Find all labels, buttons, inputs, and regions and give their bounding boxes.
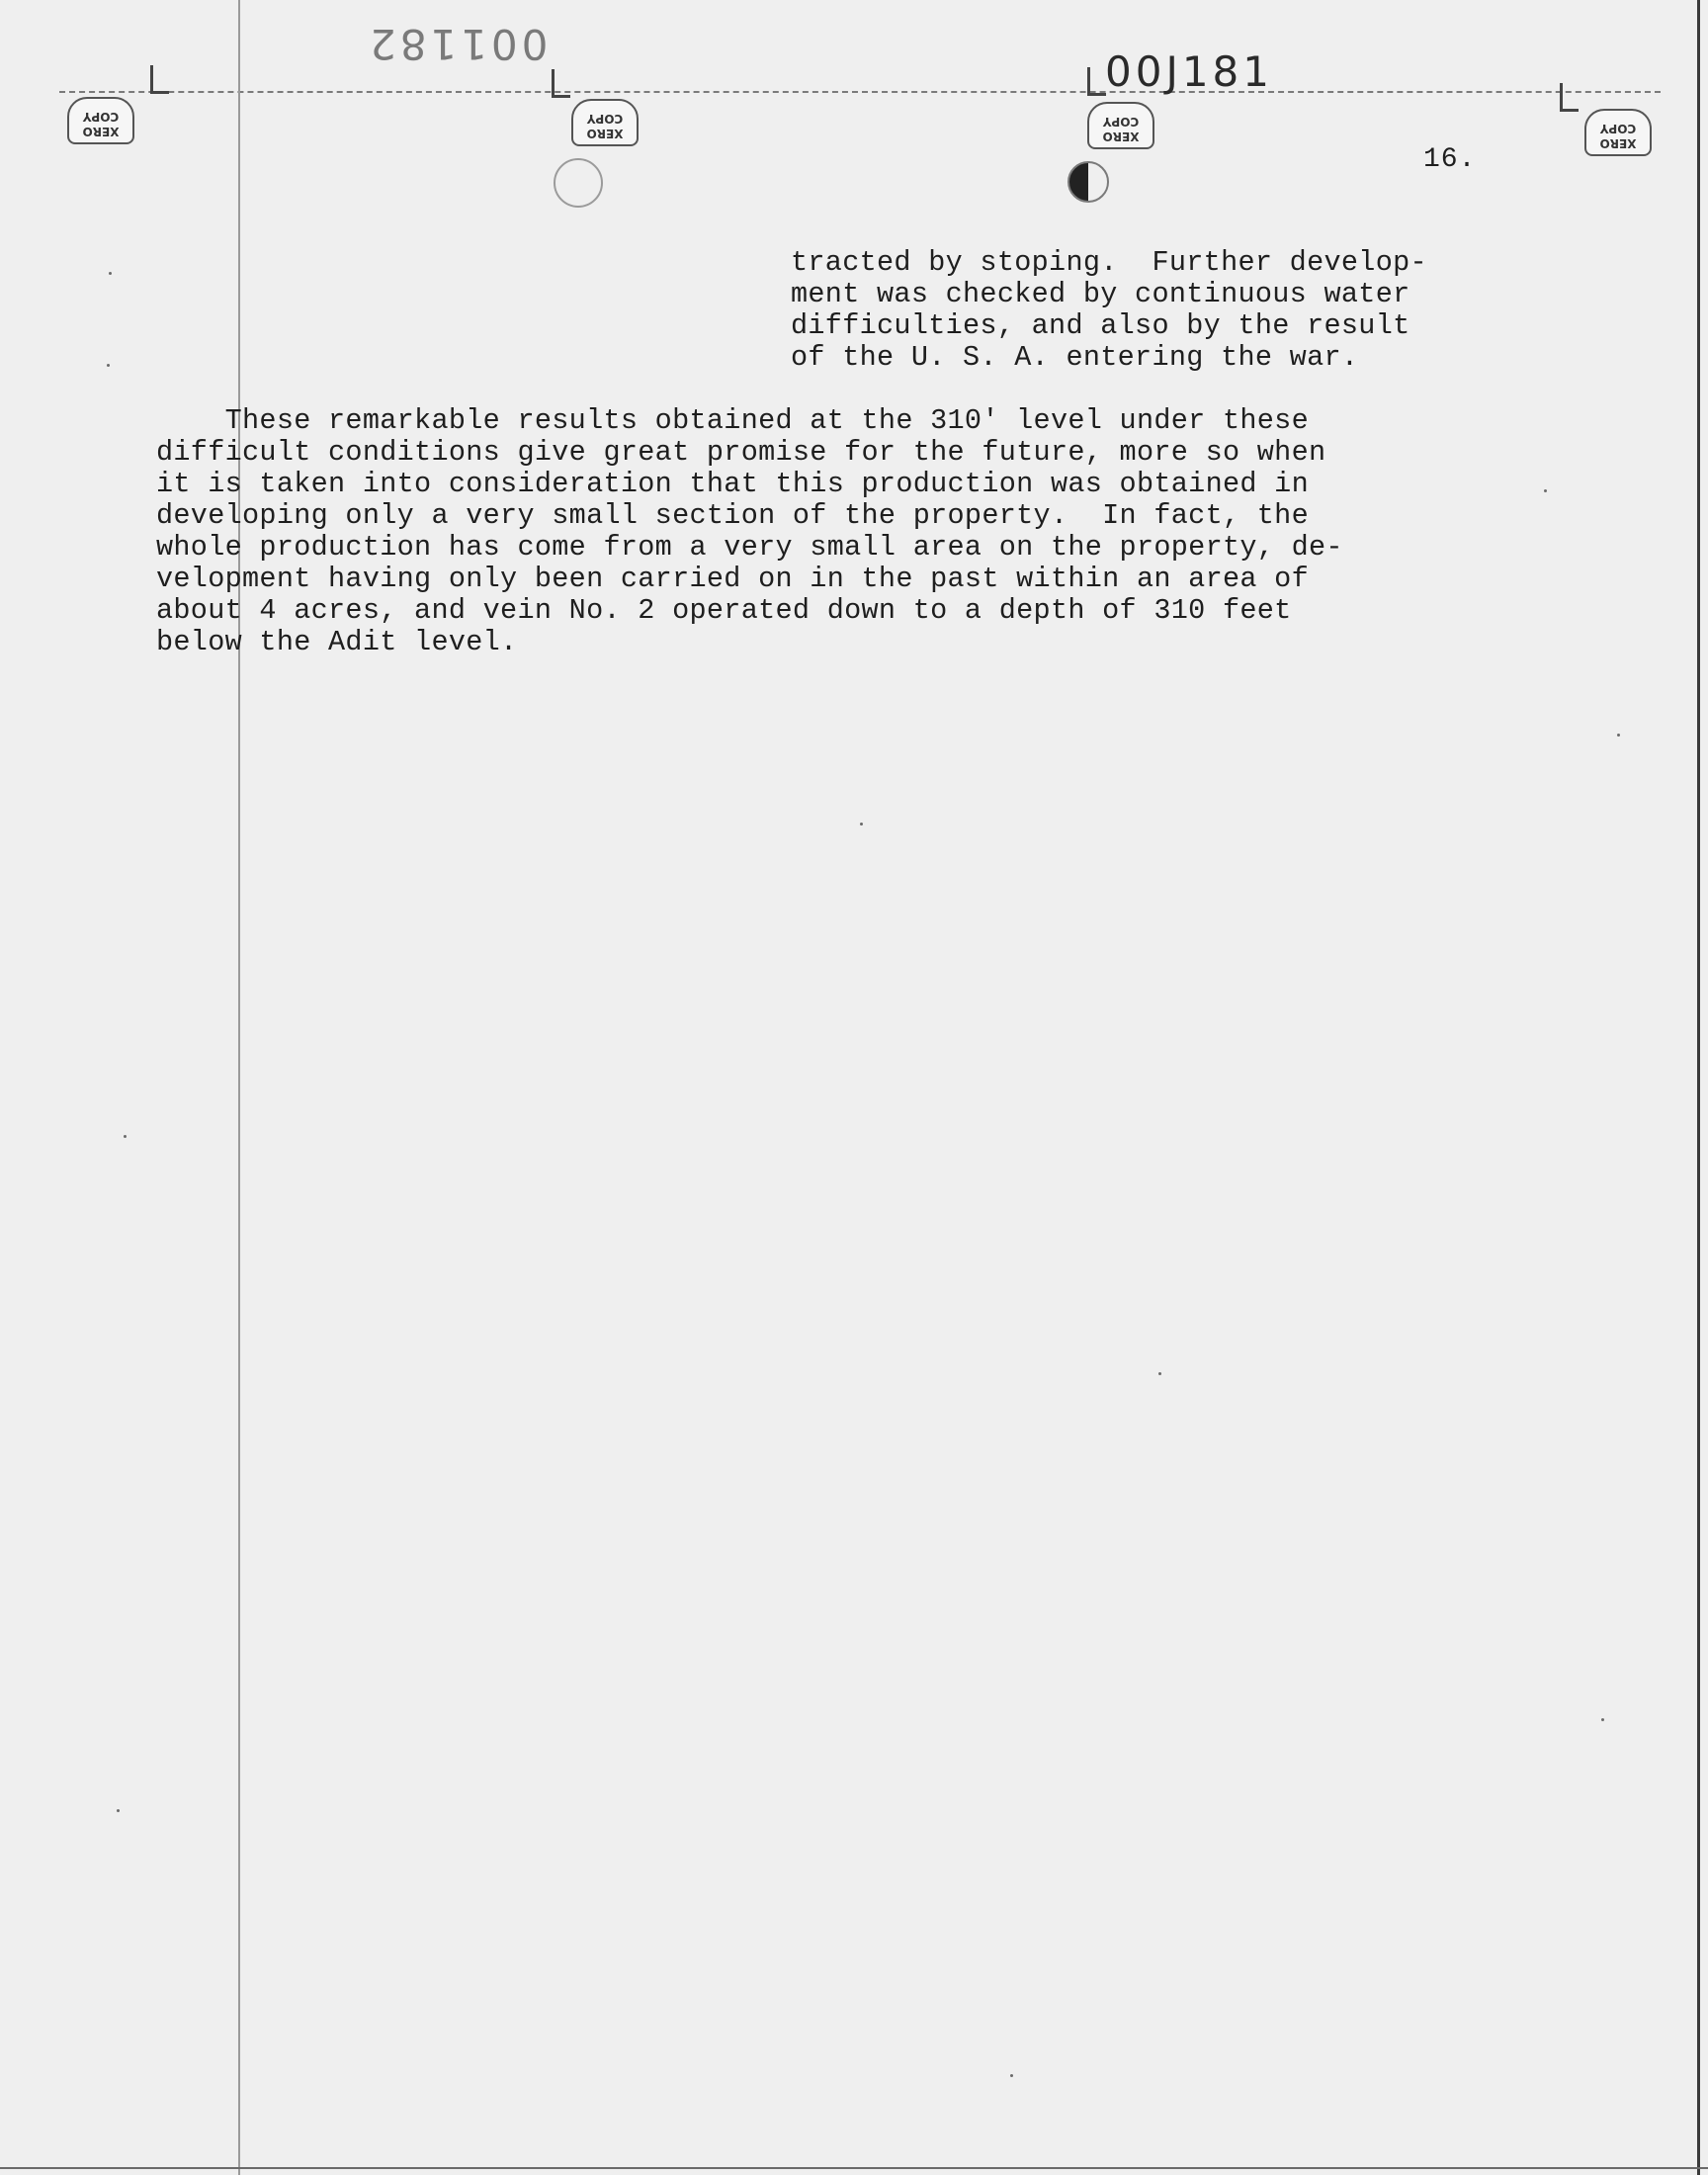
- continuation-line: ment was checked by continuous water: [791, 278, 1410, 310]
- scan-speck: [1010, 2074, 1013, 2077]
- xero-stamp-line2: COPY: [1102, 115, 1140, 129]
- xero-copy-stamp: [571, 99, 639, 146]
- corner-bracket: [552, 69, 570, 98]
- continuation-line: difficulties, and also by the result: [791, 309, 1410, 342]
- xero-stamp-line1: XERO: [1599, 136, 1637, 150]
- paragraph-line: below the Adit level.: [156, 626, 518, 658]
- punch-hole: [1068, 161, 1109, 203]
- flipped-stamp-number: 001182: [366, 20, 549, 68]
- scan-speck: [124, 1135, 127, 1138]
- corner-bracket: [1560, 83, 1579, 112]
- scan-speck: [1601, 1718, 1604, 1721]
- punch-hole-ring: [554, 158, 603, 208]
- paragraph-line: developing only a very small section of the property. In fact, the: [156, 499, 1309, 532]
- corner-bracket: [150, 65, 169, 94]
- scan-speck: [1617, 734, 1620, 737]
- xero-stamp-line2: COPY: [586, 112, 624, 126]
- top-dashed-rule: [59, 91, 1661, 93]
- xero-copy-stamp: [1584, 109, 1652, 156]
- scan-speck: [107, 364, 110, 367]
- page-number: 16.: [1423, 144, 1477, 175]
- paragraph-line: These remarkable results obtained at the 310' level under these: [156, 404, 1309, 437]
- continuation-line: of the U. S. A. entering the war.: [791, 341, 1359, 374]
- scan-speck: [109, 272, 112, 275]
- corner-bracket: [1087, 67, 1106, 96]
- right-page-edge: [1697, 0, 1700, 2175]
- xero-stamp-line2: COPY: [82, 110, 120, 124]
- stamp-number: 00J181: [1105, 47, 1273, 96]
- xero-stamp-line1: XERO: [1102, 130, 1140, 143]
- left-margin-rule: [238, 0, 240, 2175]
- paragraph-line: difficult conditions give great promise for the future, more so when: [156, 436, 1326, 469]
- xero-copy-stamp: [67, 97, 134, 144]
- scan-speck: [1544, 489, 1547, 492]
- bottom-page-edge: [0, 2167, 1708, 2169]
- continuation-line: tracted by stoping. Further develop-: [791, 246, 1427, 279]
- paragraph-line: about 4 acres, and vein No. 2 operated down to a depth of 310 feet: [156, 594, 1292, 627]
- scan-speck: [1158, 1372, 1161, 1375]
- paragraph-line: it is taken into consideration that this production was obtained in: [156, 468, 1309, 500]
- xero-copy-stamp: [1087, 102, 1154, 149]
- scan-speck: [117, 1809, 120, 1812]
- xero-stamp-line1: XERO: [586, 127, 624, 140]
- xero-stamp-line1: XERO: [82, 125, 120, 138]
- paragraph-line: velopment having only been carried on in the past within an area of: [156, 563, 1309, 595]
- xero-stamp-line2: COPY: [1599, 122, 1637, 135]
- scan-speck: [860, 823, 863, 826]
- paragraph-line: whole production has come from a very small area on the property, de-: [156, 531, 1343, 564]
